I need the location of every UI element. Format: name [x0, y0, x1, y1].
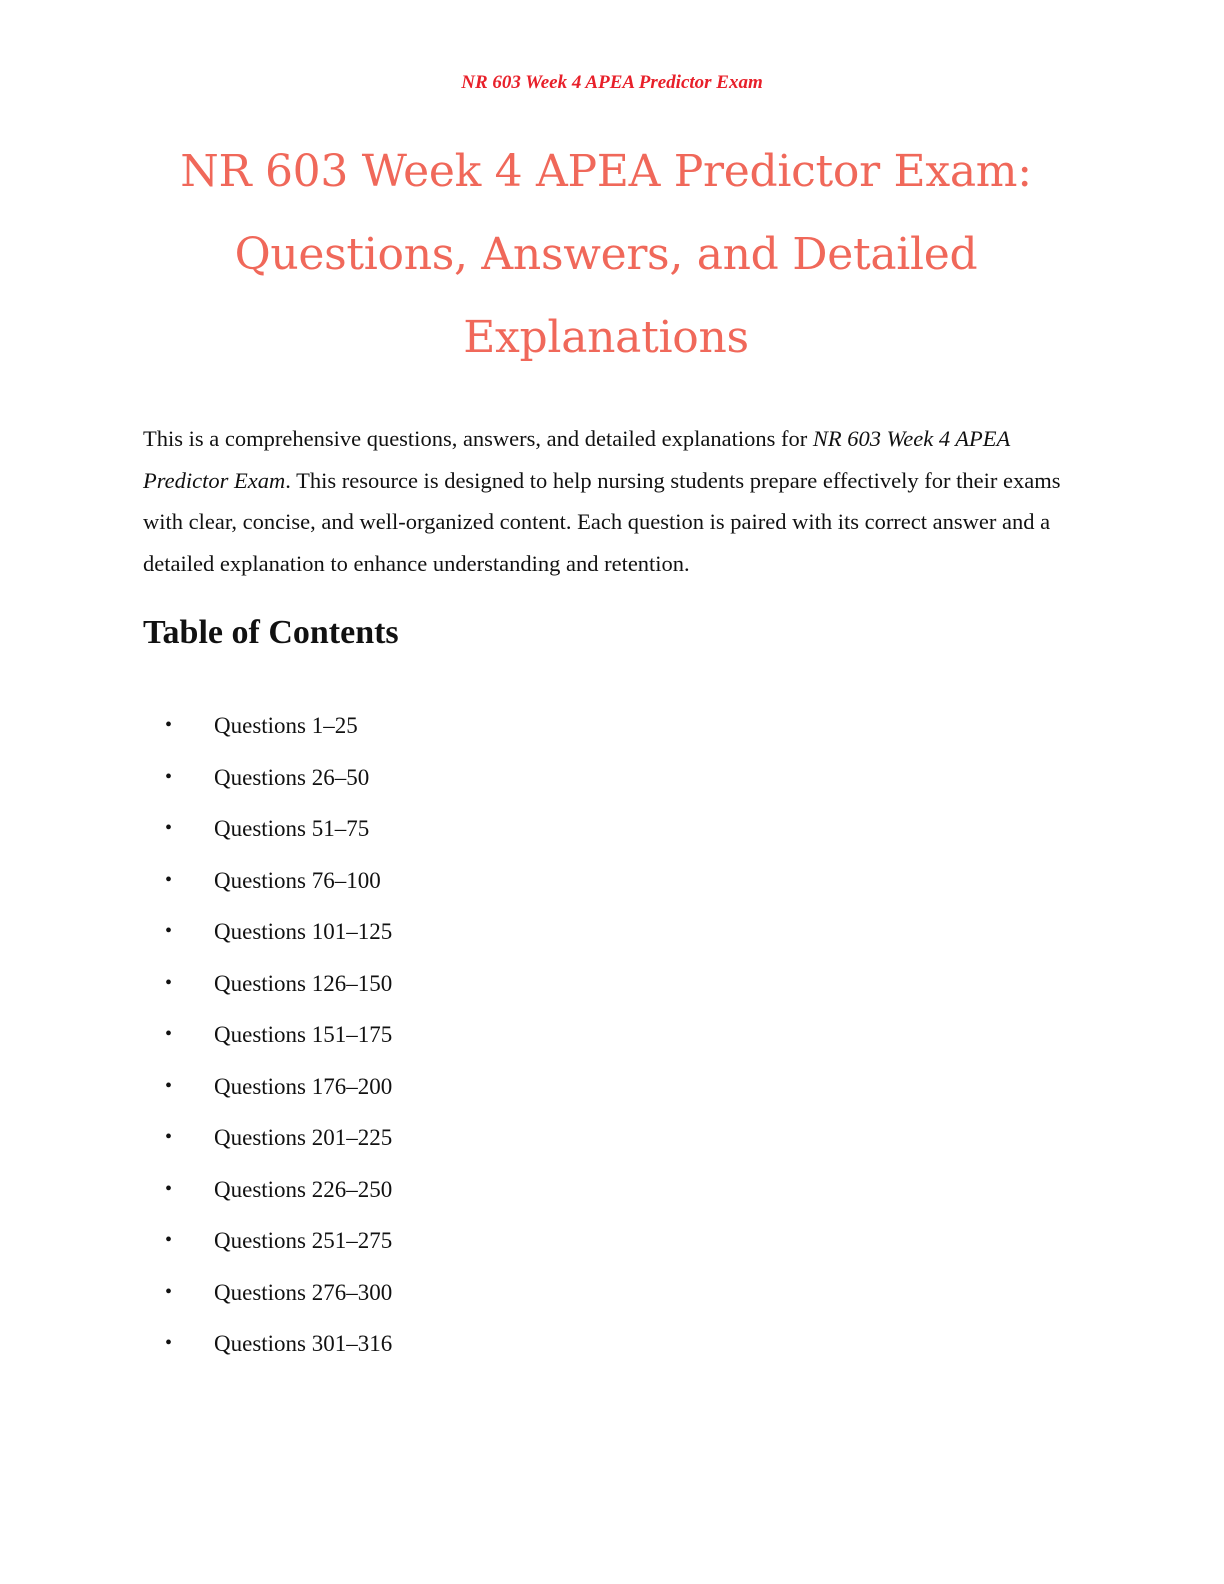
toc-item-label: Questions 251–275	[214, 1228, 393, 1253]
toc-item-label: Questions 151–175	[214, 1022, 393, 1047]
toc-item-label: Questions 1–25	[214, 713, 358, 738]
toc-item-label: Questions 226–250	[214, 1176, 393, 1202]
toc-item-label: Questions 101–125	[214, 919, 393, 944]
toc-item-label: Questions 51–75	[214, 816, 370, 841]
toc-item-label: Questions 176–200	[214, 1073, 393, 1099]
toc-heading: Table of Contents	[143, 614, 399, 651]
bullet-icon: •	[165, 1074, 173, 1097]
bullet-icon: •	[165, 920, 173, 942]
bullet-icon: •	[165, 1229, 173, 1251]
intro-paragraph	[143, 418, 1073, 584]
bullet-icon: •	[165, 1023, 173, 1045]
bullet-icon: •	[165, 1126, 173, 1148]
intro-exam-name: NR 603 Week 4 APEA Predictor Exam	[143, 426, 1010, 493]
bullet-icon: •	[165, 1280, 173, 1303]
toc-item-label: Questions 126–150	[214, 970, 393, 996]
bullet-icon: •	[165, 868, 173, 891]
bullet-icon: •	[165, 1177, 173, 1200]
toc-item-label: Questions 26–50	[214, 764, 370, 790]
title-line-3: Explanations	[463, 312, 749, 363]
bullet-icon: •	[165, 765, 173, 788]
running-header: NR 603 Week 4 APEA Predictor Exam	[461, 72, 763, 93]
toc-item-label: Questions 276–300	[214, 1279, 393, 1305]
toc-item-label: Questions 76–100	[214, 867, 381, 893]
document-title	[150, 130, 1062, 379]
bullet-icon: •	[165, 714, 173, 736]
bullet-icon: •	[165, 817, 173, 839]
intro-text-end: . This resource is designed to help nursing students prepare effectively for their exams with clear, concise, and well-organized content. Each question is paired with its correct answer and a detailed explanation to enhance understanding and retention.	[143, 467, 1061, 576]
intro-text-start: This is a comprehensive questions, answers, and detailed explanations for	[143, 426, 813, 451]
toc-item-label: Questions 201–225	[214, 1125, 393, 1150]
title-line-1: NR 603 Week 4 APEA Predictor Exam:	[180, 146, 1032, 197]
bullet-icon: •	[165, 971, 173, 994]
bullet-icon: •	[165, 1332, 173, 1354]
toc-item-label: Questions 301–316	[214, 1331, 393, 1356]
title-line-2: Questions, Answers, and Detailed	[234, 229, 978, 280]
